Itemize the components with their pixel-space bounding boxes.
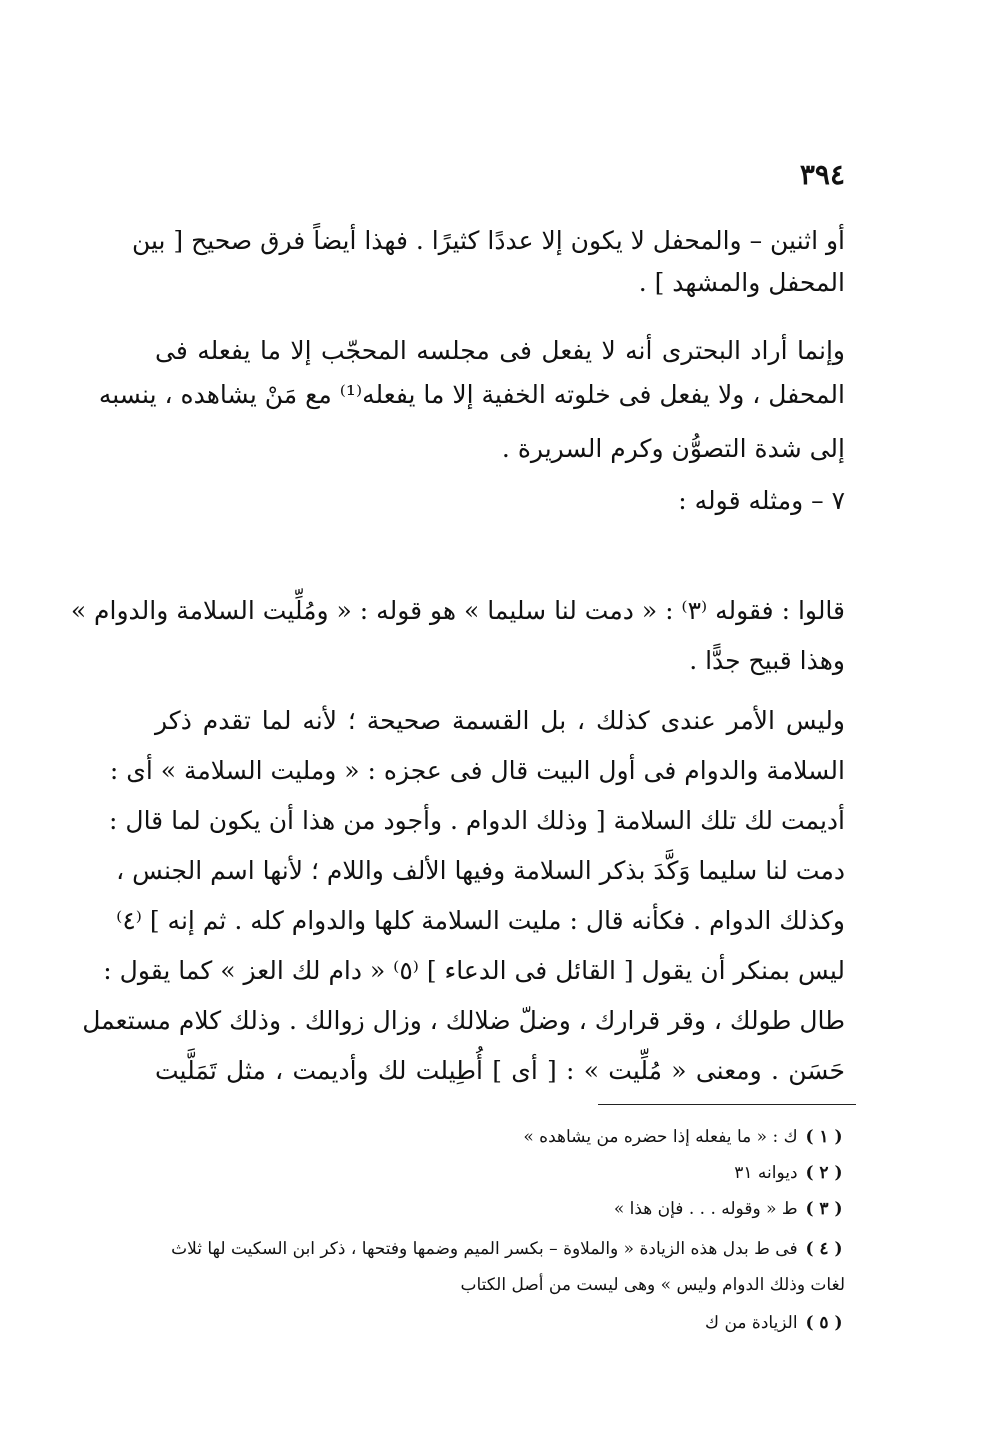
footnote-text: لغات وذلك الدوام وليس » وهى ليست من أصل الكتاب xyxy=(460,1275,845,1295)
body-line: المحفل ، ولا يفعل فى خلوته الخفية إلا ما يفعله⁽¹⁾ مع مَنْ يشاهده ، ينسبه xyxy=(98,380,845,409)
body-line: طال طولك ، وقر قرارك ، وضلّ ضلالك ، وزال زوالك . وذلك كلام مستعمل xyxy=(82,1006,845,1035)
body-line: دمت لنا سليما وَكَّدَ بذكر السلامة وفيها الألف واللام ؛ لأنها اسم الجنس ، xyxy=(116,856,845,885)
footnote-continuation xyxy=(155,1272,845,1298)
footnote-text: ديوانه ٣١ xyxy=(734,1163,798,1183)
example-heading: ٧ – ومثله قوله : xyxy=(678,486,845,515)
footnote-text: الزيادة من ك xyxy=(705,1313,798,1333)
footnote xyxy=(155,1124,845,1150)
footnote-text: فى ط بدل هذه الزيادة « والملاوة – بكسر الميم وضمها وفتحها ، ذكر ابن السكيت لها ثلاث xyxy=(171,1239,798,1259)
body-line: وليس الأمر عندى كذلك ، بل القسمة صحيحة ؛ لأنه لما تقدم ذكر xyxy=(155,706,845,735)
body-line: قالوا : فقوله ⁽٣⁾ : « دمت لنا سليما » هو قوله : « ومُلِّيت السلامة والدوام » xyxy=(70,596,845,625)
footnote xyxy=(155,1236,845,1262)
footnote-number: ( ٢ ) xyxy=(805,1163,843,1183)
body-line: السلامة والدوام فى أول البيت قال فى عجزه : « ومليت السلامة » أى : xyxy=(109,756,845,785)
footnote-text: ك : « ما يفعله إذا حضره من يشاهده » xyxy=(523,1127,798,1147)
footnote-number: ( ١ ) xyxy=(805,1127,843,1147)
body-line: إلى شدة التصوُّن وكرم السريرة . xyxy=(501,434,845,463)
footnote xyxy=(155,1310,845,1336)
footnote-text: ط « وقوله . . . فإن هذا » xyxy=(613,1199,798,1219)
footnote xyxy=(155,1196,845,1222)
body-line: حَسَن . ومعنى « مُلِّيت » : [ أى ] أُطِيلت لك وأديمت ، مثل تَمَلَّيت xyxy=(155,1056,845,1085)
page-number: ٣٩٤ xyxy=(799,158,845,191)
body-line: ليس بمنكر أن يقول [ القائل فى الدعاء ] ⁽٥⁾ « دام لك العز » كما يقول : xyxy=(103,956,845,985)
body-line: وهذا قبيح جدًّا . xyxy=(689,646,845,675)
footnote xyxy=(155,1160,845,1186)
footnote-number: ( ٣ ) xyxy=(805,1199,843,1219)
body-line: أو اثنين – والمحفل لا يكون إلا عددًا كثيرًا . فهذا أيضاً فرق صحيح [ بين xyxy=(131,226,845,255)
body-line: أديمت لك تلك السلامة [ وذلك الدوام . وأجود من هذا أن يكون لما قال : xyxy=(109,806,845,835)
body-line: المحفل والمشهد ] . xyxy=(638,268,845,297)
body-line: وإنما أراد البحترى أنه لا يفعل فى مجلسه المحجّب إلا ما يفعله فى xyxy=(155,336,845,365)
footnote-separator xyxy=(598,1104,856,1105)
footnote-number: ( ٤ ) xyxy=(805,1239,843,1259)
footnote-number: ( ٥ ) xyxy=(805,1313,843,1333)
body-line: وكذلك الدوام . فكأنه قال : مليت السلامة كلها والدوام كله . ثم إنه ] ⁽٤⁾ xyxy=(116,906,845,935)
